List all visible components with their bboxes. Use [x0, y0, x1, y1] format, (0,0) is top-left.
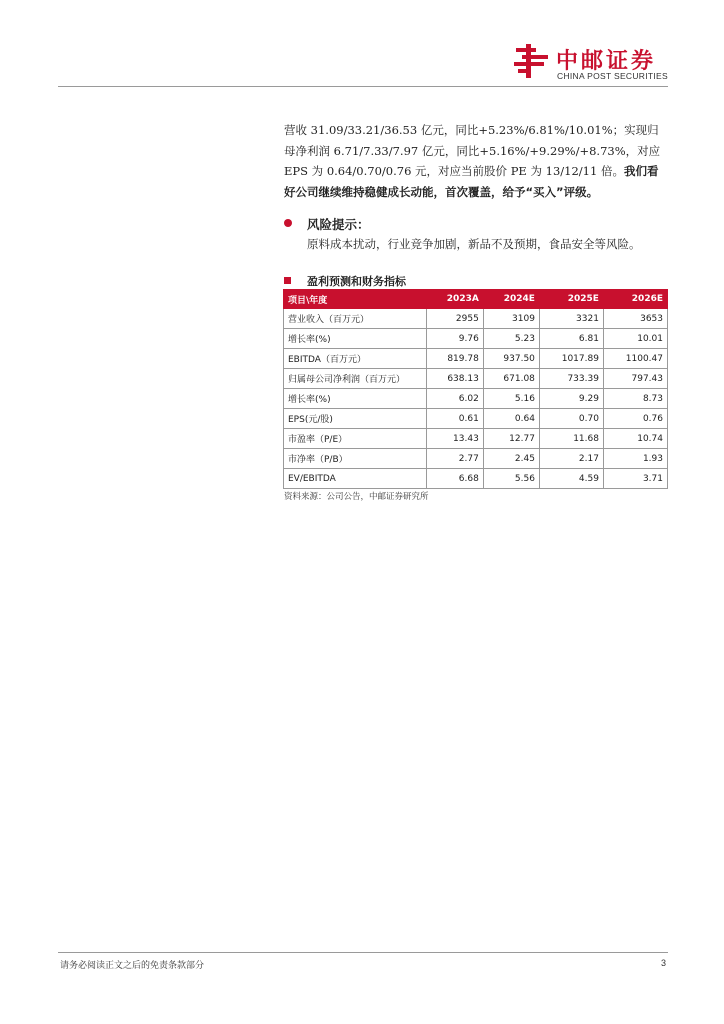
table-row	[284, 389, 668, 409]
table-cell: 733.39	[539, 369, 603, 389]
table-row	[284, 309, 668, 329]
table-cell: 1100.47	[603, 349, 667, 369]
table-cell: 2955	[427, 309, 484, 329]
table-cell: 1.93	[603, 449, 667, 469]
table-cell: 0.76	[603, 409, 667, 429]
row-label: 市盈率（P/E）	[284, 429, 427, 449]
row-label: 归属母公司净利润（百万元）	[284, 369, 427, 389]
header-cell: 项目\年度	[284, 290, 427, 309]
table-title-square-icon	[284, 277, 291, 284]
risk-title: 风险提示：	[307, 217, 370, 232]
company-logo	[512, 42, 672, 84]
table-row	[284, 449, 668, 469]
logo-chinese-name: 中邮证券	[556, 49, 657, 74]
table-cell: 3.71	[603, 469, 667, 489]
table-cell: 2.17	[539, 449, 603, 469]
row-label: EBITDA（百万元）	[284, 349, 427, 369]
table-source-note: 资料来源：公司公告，中邮证券研究所	[284, 492, 429, 502]
table-cell: 8.73	[603, 389, 667, 409]
header-cell: 2024E	[483, 290, 539, 309]
financial-forecast-table	[283, 289, 668, 489]
table-cell: 0.61	[427, 409, 484, 429]
table-cell: 13.43	[427, 429, 484, 449]
table-cell: 671.08	[483, 369, 539, 389]
row-label: EPS(元/股)	[284, 409, 427, 429]
table-title: 盈利预测和财务指标	[307, 275, 406, 288]
row-label: 营业收入（百万元）	[284, 309, 427, 329]
table-row	[284, 369, 668, 389]
table-cell: 0.64	[483, 409, 539, 429]
table-cell: 4.59	[539, 469, 603, 489]
header-cell: 2023A	[427, 290, 484, 309]
summary-line-1: 营收 31.09/33.21/36.53 亿元，同比+5.23%/6.81%/10.01%；实现归	[284, 123, 659, 137]
table-header-row	[284, 290, 668, 309]
table-row	[284, 349, 668, 369]
header-divider	[58, 86, 668, 87]
header-cell: 2026E	[603, 290, 667, 309]
table-cell: 6.81	[539, 329, 603, 349]
table-cell: 0.70	[539, 409, 603, 429]
table-cell: 937.50	[483, 349, 539, 369]
summary-line-3-text: EPS 为 0.64/0.70/0.76 元，对应当前股价 PE 为 13/12/11 倍。	[284, 164, 624, 178]
table-cell: 5.23	[483, 329, 539, 349]
china-post-logo-icon	[512, 42, 552, 82]
summary-line-4-bold: 好公司继续维持稳健成长动能，首次覆盖，给予“买入”评级。	[284, 184, 599, 199]
table-cell: 6.68	[427, 469, 484, 489]
table-cell: 6.02	[427, 389, 484, 409]
table-cell: 5.16	[483, 389, 539, 409]
table-row	[284, 429, 668, 449]
summary-line-3	[284, 161, 668, 182]
table-cell: 12.77	[483, 429, 539, 449]
table-cell: 2.45	[483, 449, 539, 469]
summary-line-3-bold: 我们看	[623, 164, 659, 178]
footer-divider	[58, 952, 668, 953]
table-cell: 3109	[483, 309, 539, 329]
summary-paragraph	[284, 120, 668, 202]
table-row	[284, 409, 668, 429]
table-row	[284, 469, 668, 489]
table-cell: 9.29	[539, 389, 603, 409]
table-cell: 5.56	[483, 469, 539, 489]
table-cell: 9.76	[427, 329, 484, 349]
footer-disclaimer: 请务必阅读正文之后的免责条款部分	[60, 961, 205, 971]
page-number: 3	[660, 958, 666, 968]
table-cell: 3321	[539, 309, 603, 329]
table-cell: 10.74	[603, 429, 667, 449]
table-cell: 1017.89	[539, 349, 603, 369]
logo-english-name: CHINA POST SECURITIES	[557, 71, 668, 81]
risk-bullet-icon	[284, 219, 292, 227]
row-label: EV/EBITDA	[284, 469, 427, 489]
row-label: 市净率（P/B）	[284, 449, 427, 469]
table-cell: 10.01	[603, 329, 667, 349]
table-cell: 2.77	[427, 449, 484, 469]
header-cell: 2025E	[539, 290, 603, 309]
row-label: 增长率(%)	[284, 389, 427, 409]
table-cell: 638.13	[427, 369, 484, 389]
table-row	[284, 329, 668, 349]
summary-line-2: 母净利润 6.71/7.33/7.97 亿元，同比+5.16%/+9.29%/+8.73%，对应	[284, 143, 661, 158]
table-cell: 3653	[603, 309, 667, 329]
table-cell: 11.68	[539, 429, 603, 449]
table-cell: 797.43	[603, 369, 667, 389]
risk-text: 原料成本扰动，行业竞争加剧，新品不及预期，食品安全等风险。	[307, 237, 641, 251]
table-cell: 819.78	[427, 349, 484, 369]
row-label: 增长率(%)	[284, 329, 427, 349]
